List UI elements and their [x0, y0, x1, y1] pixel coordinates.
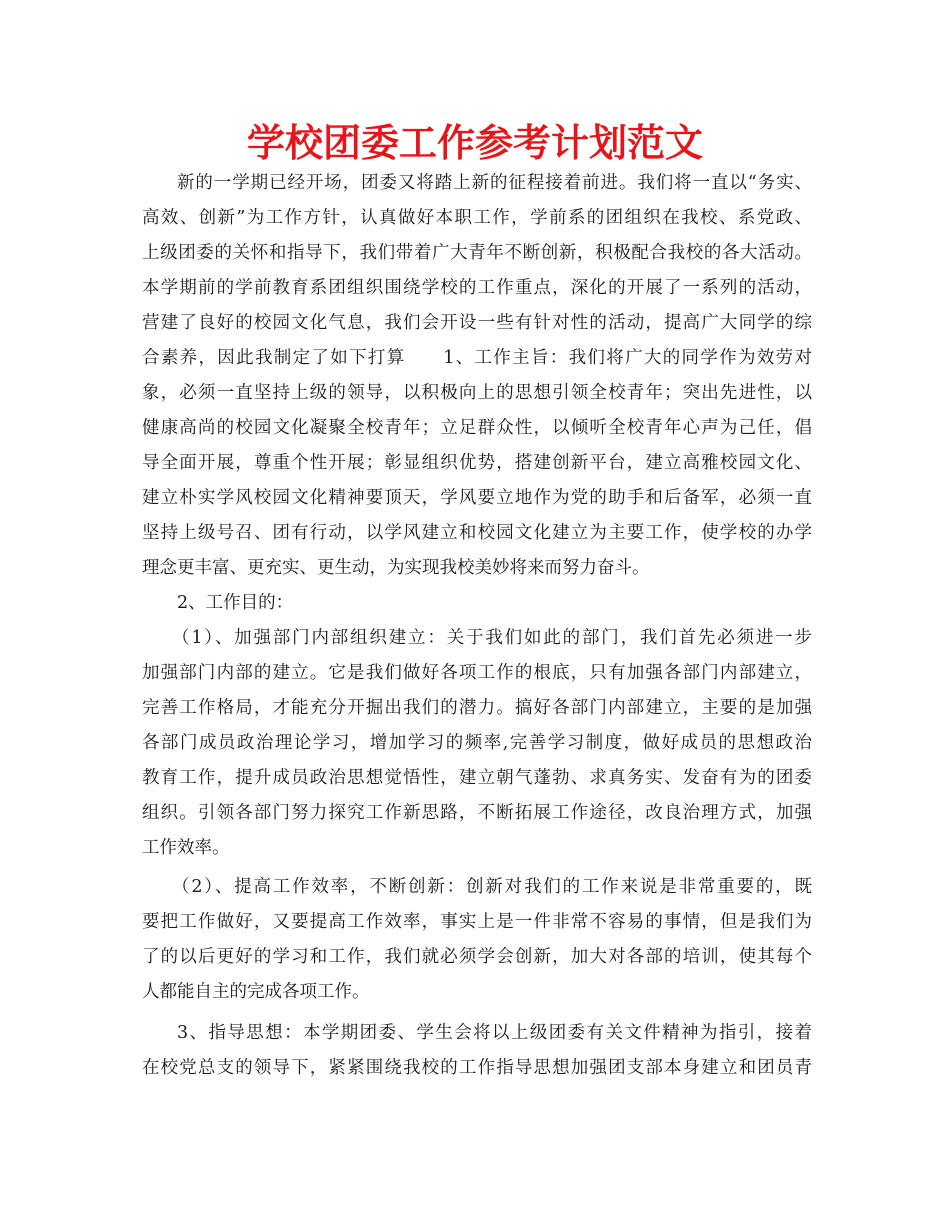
text-line: 工作效率。 [142, 838, 230, 858]
text-line: 象，必须一直坚持上级的领导，以积极向上的思想引领全校青年；突出先进性，以 [142, 383, 812, 403]
text-line: 坚持上级号召、团有行动，以学风建立和校园文化建立为主要工作，使学校的办学 [142, 523, 812, 543]
text-line: 教育工作，提升成员政治思想觉悟性，建立朝气蓬勃、求真务实、发奋有为的团委 [142, 768, 812, 788]
text-line: 合素养，因此我制定了如下打算 1、工作主旨：我们将广大的同学作为效劳对 [142, 348, 812, 368]
text-line: 完善工作格局，才能充分开掘出我们的潜力。搞好各部门内部建立，主要的是加强 [142, 698, 812, 718]
text-line: 各部门成员政治理论学习，增加学习的频率,完善学习制度，做好成员的思想政治 [142, 733, 812, 753]
text-line: 3、指导思想：本学期团委、学生会将以上级团委有关文件精神为指引，接着 [177, 1023, 812, 1043]
text-line: 新的一学期已经开场，团委又将踏上新的征程接着前进。我们将一直以“务实、 [177, 173, 812, 193]
text-line: （2）、提高工作效率，不断创新：创新对我们的工作来说是非常重要的，既 [172, 877, 812, 897]
text-line: 建立朴实学风校园文化精神要顶天，学风要立地作为党的助手和后备军，必须一直 [142, 488, 812, 508]
text-line: 了的以后更好的学习和工作，我们就必须学会创新，加大对各部的培训，使其每个 [142, 947, 812, 967]
text-line: （1）、加强部门内部组织建立：关于我们如此的部门，我们首先必须进一步 [172, 628, 812, 648]
document-body [142, 166, 812, 1086]
section-heading: 2、工作目的： [177, 593, 294, 613]
text-line: 组织。引领各部门努力探究工作新思路，不断拓展工作途径，改良治理方式，加强 [142, 803, 812, 823]
text-line: 导全面开展，尊重个性开展；彰显组织优势，搭建创新平台，建立高雅校园文化、 [142, 453, 812, 473]
text-line: 营建了良好的校园文化气息，我们会开设一些有针对性的活动，提高广大同学的综 [142, 313, 812, 333]
text-line: 在校党总支的领导下，紧紧围绕我校的工作指导思想加强团支部本身建立和团员青 [142, 1058, 812, 1078]
text-line: 高效、创新”为工作方针，认真做好本职工作，学前系的团组织在我校、系党政、 [142, 208, 812, 228]
text-line: 健康高尚的校园文化凝聚全校青年；立足群众性，以倾听全校青年心声为己任，倡 [142, 418, 812, 438]
text-line: 要把工作做好，又要提高工作效率，事实上是一件非常不容易的事情，但是我们为 [142, 912, 812, 932]
text-line: 上级团委的关怀和指导下，我们带着广大青年不断创新，积极配合我校的各大活动。 [142, 243, 812, 263]
text-line: 加强部门内部的建立。它是我们做好各项工作的根底，只有加强各部门内部建立， [142, 663, 812, 683]
text-line: 理念更丰富、更充实、更生动，为实现我校美妙将来而努力奋斗。 [142, 558, 650, 578]
text-line: 本学期前的学前教育系团组织围绕学校的工作重点，深化的开展了一系列的活动， [142, 278, 812, 298]
text-line: 人都能自主的完成各项工作。 [142, 982, 370, 1002]
document-title: 学校团委工作参考计划范文 [246, 121, 703, 165]
